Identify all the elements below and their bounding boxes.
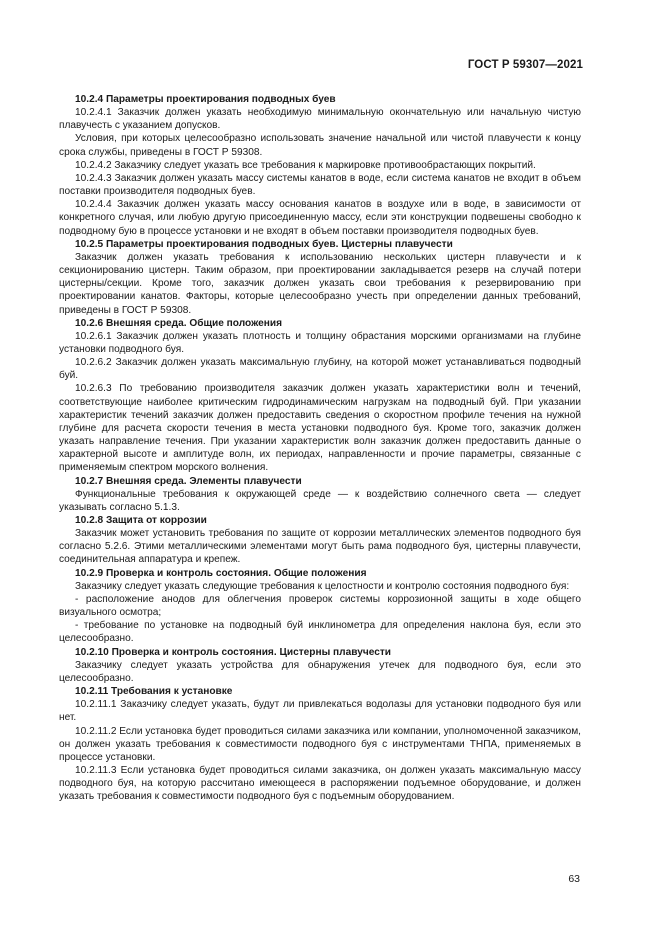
paragraph: 10.2.11.3 Если установка будет проводиться силами заказчика, он должен указать максимальную массу подводного буя, на которую рассчитано имеющееся в распоряжении подъемное оборудование, и должен указать требования к совместимости подводного буя с подъемным оборудованием. <box>59 764 581 803</box>
paragraph: Заказчик может установить требования по защите от коррозии металлических элементов подводного буя согласно 5.2.6. Этими металлическими элементами могут быть рама подводного буя, цистерны плавучести, соединительная аппаратура и крепеж. <box>59 528 581 566</box>
section-heading: 10.2.8 Защита от коррозии <box>75 515 207 526</box>
paragraph: 10.2.4.2 Заказчику следует указать все требования к маркировке противообрастающих покрытий. <box>75 159 536 171</box>
paragraph: Заказчик должен указать требования к использованию нескольких цистерн плавучести и к секционированию цистерн. Таким образом, при проектировании закладывается резерв на случай потери цистерны/секции. Кроме того, заказчик должен указать свои требования к резервированию при проектировании канатов. Факторы, которые целесообразно учесть при определении данных требований, приведены в ГОСТ Р 59308. <box>59 251 581 316</box>
paragraph: 10.2.11.1 Заказчику следует указать, будут ли привлекаться водолазы для установки подводного буя или нет. <box>59 699 581 724</box>
paragraph: Заказчику следует указать устройства для обнаружения утечек для подводного буя, если это целесообразно. <box>59 659 581 684</box>
section-heading: 10.2.7 Внешняя среда. Элементы плавучести <box>75 475 302 487</box>
paragraph: 10.2.6.2 Заказчик должен указать максимальную глубину, на которой может устанавливаться подводный буй. <box>59 357 581 382</box>
section-heading: 10.2.11 Требования к установке <box>75 686 233 698</box>
paragraph: 10.2.6.1 Заказчик должен указать плотность и толщину обрастания морскими организмами на глубине установки подводного буя. <box>59 330 581 355</box>
document-body <box>59 93 581 803</box>
paragraph: 10.2.4.4 Заказчик должен указать массу основания канатов в воздухе или в воде, в зависимости от конкретного случая, или любую другую присоединенную массу, если эти конструкции подвешены свободно к подводному бую в процессе установки и не входят в объем поставки производителя подводных буев. <box>59 199 581 237</box>
paragraph: - требование по установке на подводный буй инклинометра для определения наклона буя, если это целесообразно. <box>59 620 581 645</box>
section-heading: 10.2.6 Внешняя среда. Общие положения <box>75 317 282 329</box>
section-heading: 10.2.10 Проверка и контроль состояния. Цистерны плавучести <box>75 646 392 658</box>
paragraph: 10.2.4.1 Заказчик должен указать необходимую минимальную окончательную или начальную чистую плавучесть с указанием допусков. <box>59 107 581 132</box>
standard-designation: ГОСТ Р 59307—2021 <box>467 59 583 71</box>
page-number: 63 <box>568 873 580 885</box>
paragraph: Заказчику следует указать следующие требования к целостности и контролю состояния подводного буя: <box>75 580 570 592</box>
paragraph: Функциональные требования к окружающей среде — к воздействию солнечного света — следует указывать согласно 5.1.3. <box>59 488 581 513</box>
section-heading: 10.2.4 Параметры проектирования подводных буев <box>75 94 336 105</box>
paragraph: 10.2.11.2 Если установка будет проводиться силами заказчика или компании, уполномоченной заказчиком, он должен указать требования к совместимости подводного буя с инструментами ТНПА, применяемых в процессе установки. <box>59 725 581 763</box>
paragraph: - расположение анодов для облегчения проверок системы коррозионной защиты в ходе общего визуального осмотра; <box>59 593 581 619</box>
paragraph: 10.2.4.3 Заказчик должен указать массу системы канатов в воде, если система канатов не входит в объем поставки производителя подводных буев. <box>59 172 581 198</box>
section-heading: 10.2.5 Параметры проектирования подводных буев. Цистерны плавучести <box>75 238 453 250</box>
section-heading: 10.2.9 Проверка и контроль состояния. Общие положения <box>75 567 367 579</box>
paragraph: Условия, при которых целесообразно использовать значение начальной или чистой плавучести к концу срока службы, приведены в ГОСТ Р 59308. <box>59 133 581 158</box>
paragraph: 10.2.6.3 По требованию производителя заказчик должен указать характеристики волн и течений, соответствующие наиболее критическим гидродинамическим нагрузкам на подводный буй. При указании характеристик течений заказчик должен предоставить сведения о скоростном профиле течения на нужной глубине для расчета скорости течения в места установки подводного буя. Кроме того, заказчик должен указать направление течения. При указании характеристик волн заказчик должен предоставить данные о характерной высоте и амплитуде волн, их периодах, направленности и прочие параметры, связанные с применяемым спектром морского волнения. <box>59 383 581 474</box>
